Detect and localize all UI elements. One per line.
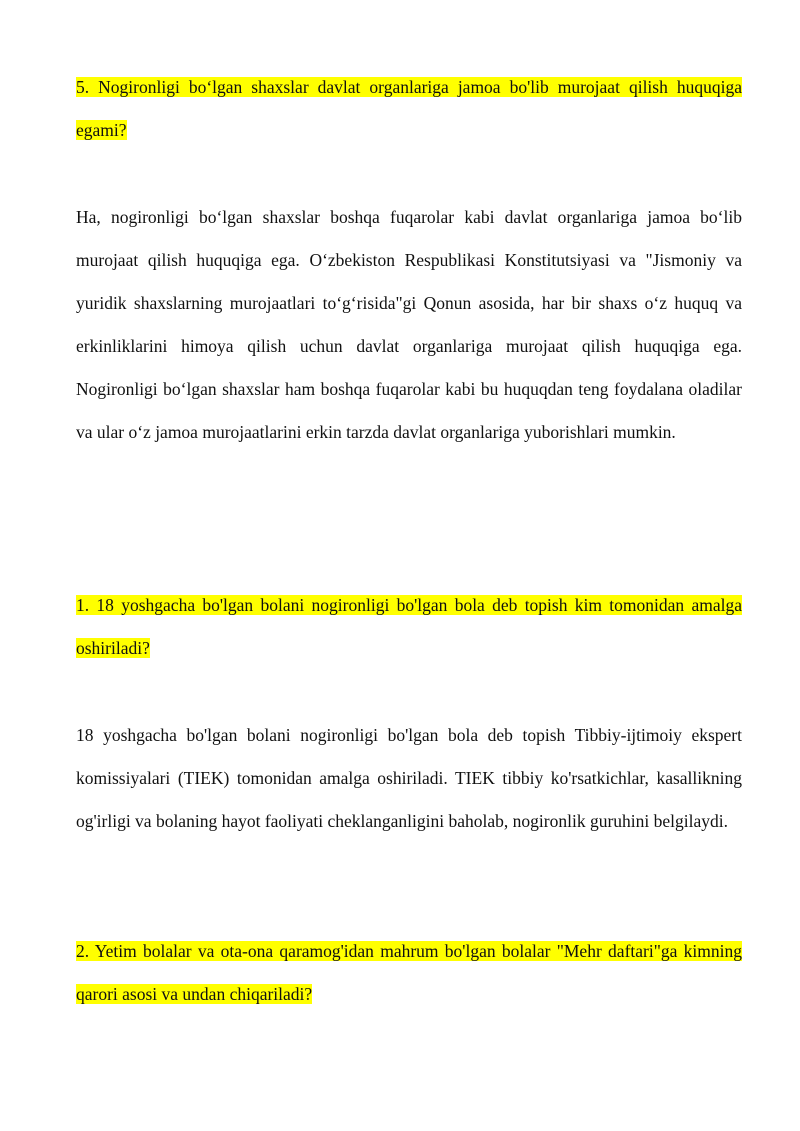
- question-5: [76, 66, 742, 152]
- question-2: [76, 930, 742, 1016]
- question-5-text: 5. Nogironligi bo‘lgan shaxslar davlat organlariga jamoa bo'lib murojaat qilish huquqiga egami?: [76, 77, 742, 140]
- answer-5: Ha, nogironligi bo‘lgan shaxslar boshqa fuqarolar kabi davlat organlariga jamoa bo‘lib murojaat qilish huquqiga ega. O‘zbekiston Respublikasi Konstitutsiyasi va "Jismoniy va yuridik shaxslarning murojaatlari to‘g‘risida"gi Qonun asosida, har bir shaxs o‘z huquq va erkinliklarini himoya qilish uchun davlat organlariga murojaat qilish huquqiga ega. Nogironligi bo‘lgan shaxslar ham boshqa fuqarolar kabi bu huquqdan teng foydalana oladilar va ular o‘z jamoa murojaatlarini erkin tarzda davlat organlariga yuborishlari mumkin.: [76, 207, 742, 442]
- question-1: [76, 584, 742, 670]
- question-1-text: 1. 18 yoshgacha bo'lgan bolani nogironligi bo'lgan bola deb topish kim tomonidan amalga oshiriladi?: [76, 595, 742, 658]
- question-2-text: 2. Yetim bolalar va ota-ona qaramog'idan mahrum bo'lgan bolalar "Mehr daftari"ga kimning qarori asosi va undan chiqariladi?: [76, 941, 742, 1004]
- answer-1: 18 yoshgacha bo'lgan bolani nogironligi bo'lgan bola deb topish Tibbiy-ijtimoiy ekspert komissiyalari (TIEK) tomonidan amalga oshiriladi. TIEK tibbiy ko'rsatkichlar, kasallikning og'irligi va bolaning hayot faoliyati cheklanganligini baholab, nogironlik guruhini belgilaydi.: [76, 725, 742, 831]
